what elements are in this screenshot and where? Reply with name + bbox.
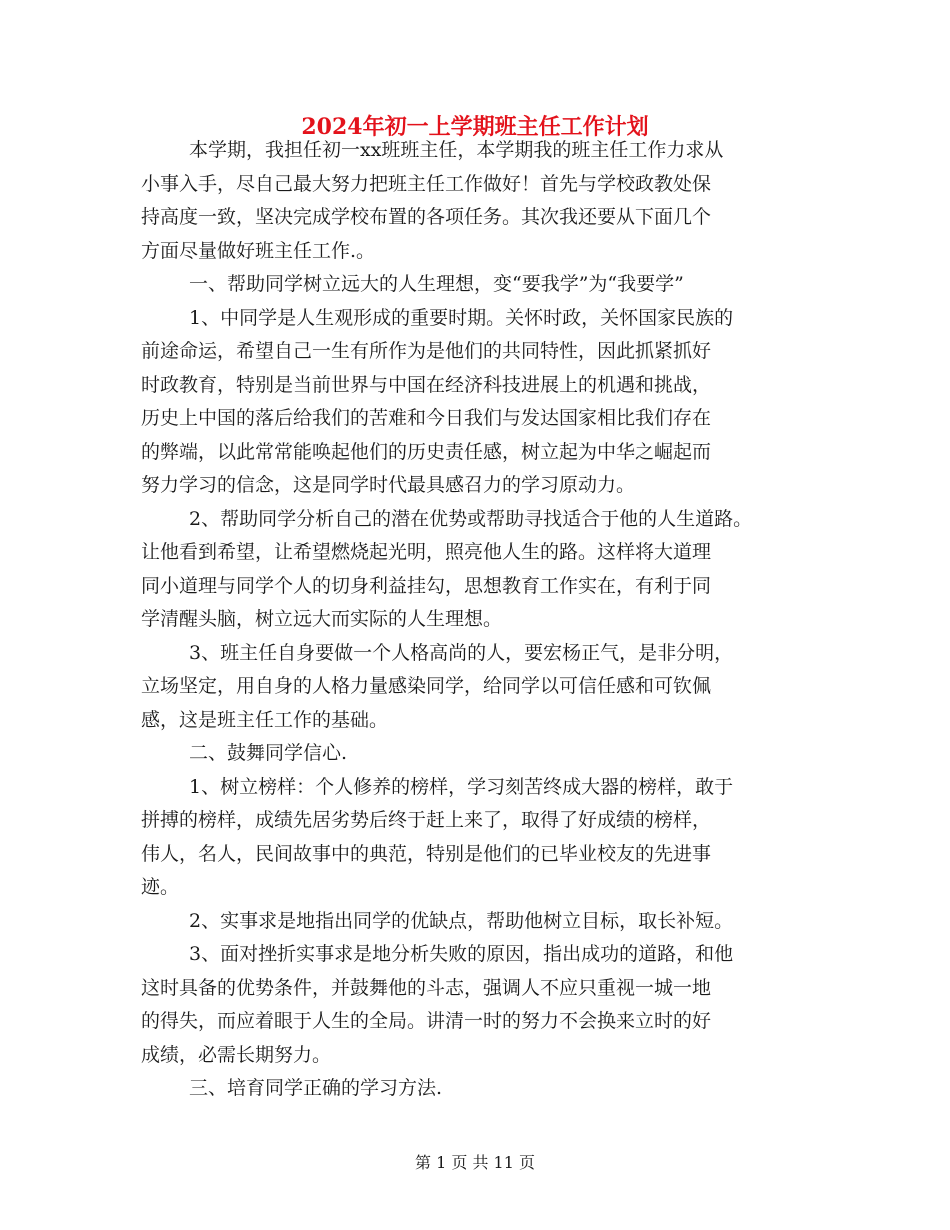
- text-line: 这时具备的优势条件，并鼓舞他的斗志，强调人不应只重视一城一地: [141, 976, 712, 999]
- text-line: 学清醒头脑，树立远大而实际的人生理想。: [141, 608, 503, 630]
- text-line: 感，这是班主任工作的基础。: [141, 708, 389, 731]
- text-line: 伟人，名人，民间故事中的典范，特别是他们的已毕业校友的先进事: [141, 842, 712, 865]
- text-line: 同小道理与同学个人的切身利益挂勾，思想教育工作实在，有利于同: [141, 574, 712, 597]
- text-line: 努力学习的信念，这是同学时代最具感召力的学习原动力。: [141, 474, 636, 496]
- text-line: 2、实事求是地指出同学的优缺点，帮助他树立目标，取长补短。: [189, 909, 734, 932]
- text-line: 让他看到希望，让希望燃烧起光明，照亮他人生的路。这样将大道理: [141, 541, 712, 563]
- text-line: 本学期，我担任初一xx班班主任，本学期我的班主任工作力求从: [189, 139, 724, 161]
- text-line: 持高度一致，坚决完成学校布置的各项任务。其次我还要从下面几个: [141, 206, 712, 228]
- text-line: 方面尽量做好班主任工作.。: [141, 239, 376, 262]
- document-body: [141, 134, 831, 1106]
- text-line: 拼搏的榜样，成绩先居劣势后终于赶上来了，取得了好成绩的榜样，: [141, 809, 712, 831]
- text-line: 二、鼓舞同学信心.: [189, 742, 348, 764]
- document-title: 2024年初一上学期班主任工作计划: [301, 114, 649, 140]
- text-line: 2、帮助同学分析自己的潜在优势或帮助寻找适合于他的人生道路。: [189, 507, 753, 530]
- text-line: 一、帮助同学树立远大的人生理想，变“要我学”为“我要学”: [189, 273, 684, 295]
- text-line: 小事入手，尽自己最大努力把班主任工作做好！首先与学校政教处保: [141, 172, 712, 195]
- text-line: 的弊端，以此常常能唤起他们的历史责任感，树立起为中华之崛起而: [141, 440, 712, 463]
- text-line: 成绩，必需长期努力。: [141, 1043, 332, 1066]
- text-line: 1、树立榜样：个人修养的榜样，学习刻苦终成大器的榜样，敢于: [189, 775, 734, 798]
- text-line: 三、培育同学正确的学习方法.: [189, 1077, 443, 1099]
- text-line: 3、班主任自身要做一个人格高尚的人，要宏杨正气，是非分明，: [189, 641, 734, 664]
- text-line: 1、中同学是人生观形成的重要时期。关怀时政，关怀国家民族的: [189, 306, 734, 329]
- text-line: 时政教育，特别是当前世界与中国在经济科技进展上的机遇和挑战，: [141, 373, 712, 396]
- text-line: 的得失，而应着眼于人生的全局。讲清一时的努力不会换来立时的好: [141, 1010, 712, 1032]
- text-line: 3、面对挫折实事求是地分析失败的原因，指出成功的道路，和他: [189, 943, 734, 965]
- text-line: 前途命运，希望自己一生有所作为是他们的共同特性，因此抓紧抓好: [141, 340, 712, 362]
- text-line: 立场坚定，用自身的人格力量感染同学，给同学以可信任感和可钦佩: [141, 675, 712, 697]
- page-footer: 第 1 页 共 11 页: [415, 1153, 535, 1172]
- text-line: 迹。: [141, 876, 180, 898]
- text-line: 历史上中国的落后给我们的苦难和今日我们与发达国家相比我们存在: [141, 407, 712, 429]
